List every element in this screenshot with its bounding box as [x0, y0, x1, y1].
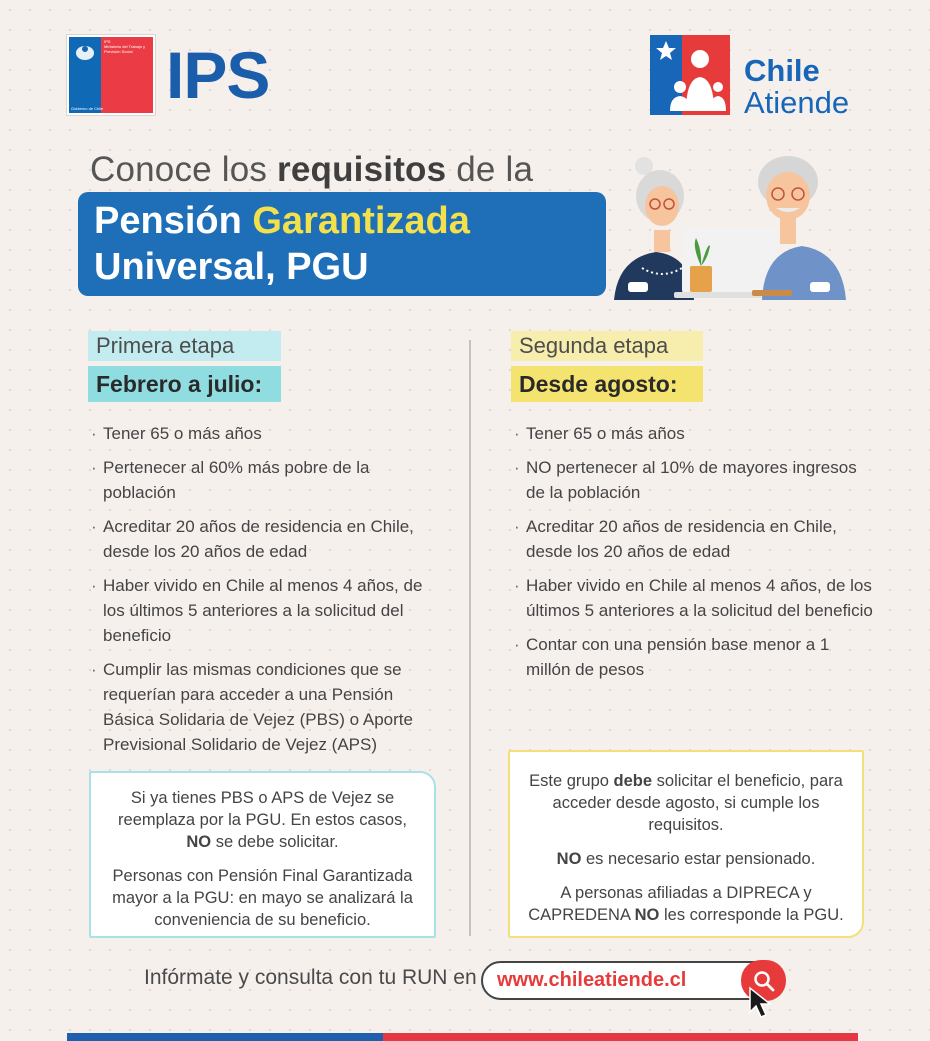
first-stage-range: Febrero a julio: [88, 366, 281, 402]
second-stage-note: Este grupo debe solicitar el beneficio, para acceder desde agosto, si cumple los requisitos. NO es necesario estar pensionado. A personas afiliadas a DIPRECA y CAPREDENA NO les corresponde la PGU. [508, 750, 864, 938]
list-item: · Tener 65 o más años [514, 421, 874, 446]
ips-logo [66, 34, 281, 118]
footer-text: Infórmate y consulta con tu RUN en [144, 966, 477, 989]
coat-of-arms-icon [73, 41, 97, 63]
elderly-couple-illustration [612, 150, 850, 300]
chileatiende-logo [650, 33, 870, 119]
chileatiende-line2: Atiende [744, 85, 850, 120]
gobierno-emblem [66, 34, 156, 116]
footer-bar-red [383, 1033, 858, 1041]
website-link[interactable] [481, 961, 775, 1000]
list-item: · Tener 65 o más años [91, 421, 446, 446]
title-line1: Pensión Garantizada [94, 200, 470, 242]
family-icon [650, 35, 730, 115]
list-item: · Acreditar 20 años de residencia en Chile, desde los 20 años de edad [91, 514, 446, 564]
list-item: · Contar con una pensión base menor a 1 millón de pesos [514, 632, 874, 682]
second-stage-requirements [514, 421, 874, 691]
ips-wordmark: IPS [166, 38, 270, 112]
first-stage-label: Primera etapa [88, 331, 281, 361]
list-item: · NO pertenecer al 10% de mayores ingresos de la población [514, 455, 874, 505]
website-url[interactable]: www.chileatiende.cl [497, 969, 687, 991]
ips-org-line: IPS [104, 39, 111, 44]
ips-org-name: Ministerio del Trabajo y Previsión Social [104, 44, 146, 54]
chileatiende-line1: Chile [744, 53, 820, 88]
list-item: · Haber vivido en Chile al menos 4 años, de los últimos 5 anteriores a la solicitud del beneficio [514, 573, 874, 623]
first-stage-requirements [91, 421, 446, 766]
title-line2: Universal, PGU [94, 246, 369, 288]
gobierno-label: Gobierno de Chile [71, 106, 104, 111]
cursor-icon [748, 986, 774, 1020]
list-item: · Cumplir las mismas condiciones que se requerían para acceder a una Pensión Básica Solidaria de Vejez (PBS) o Aporte Previsional Solidario de Vejez (APS) [91, 657, 446, 757]
second-stage-label: Segunda etapa [511, 331, 703, 361]
title-box [78, 192, 606, 296]
footer-bar-blue [67, 1033, 383, 1041]
column-divider [469, 340, 471, 936]
first-stage-note: Si ya tienes PBS o APS de Vejez se reemplaza por la PGU. En estos casos, NO se debe solicitar. Personas con Pensión Final Garantizada mayor a la PGU: en mayo se analizará la conveniencia de su beneficio. [89, 771, 436, 938]
list-item: · Acreditar 20 años de residencia en Chile, desde los 20 años de edad [514, 514, 874, 564]
second-stage-range: Desde agosto: [511, 366, 703, 402]
list-item: · Haber vivido en Chile al menos 4 años, de los últimos 5 anteriores a la solicitud del beneficio [91, 573, 446, 648]
list-item: · Pertenecer al 60% más pobre de la población [91, 455, 446, 505]
title-intro: Conoce los requisitos de la [90, 150, 534, 189]
